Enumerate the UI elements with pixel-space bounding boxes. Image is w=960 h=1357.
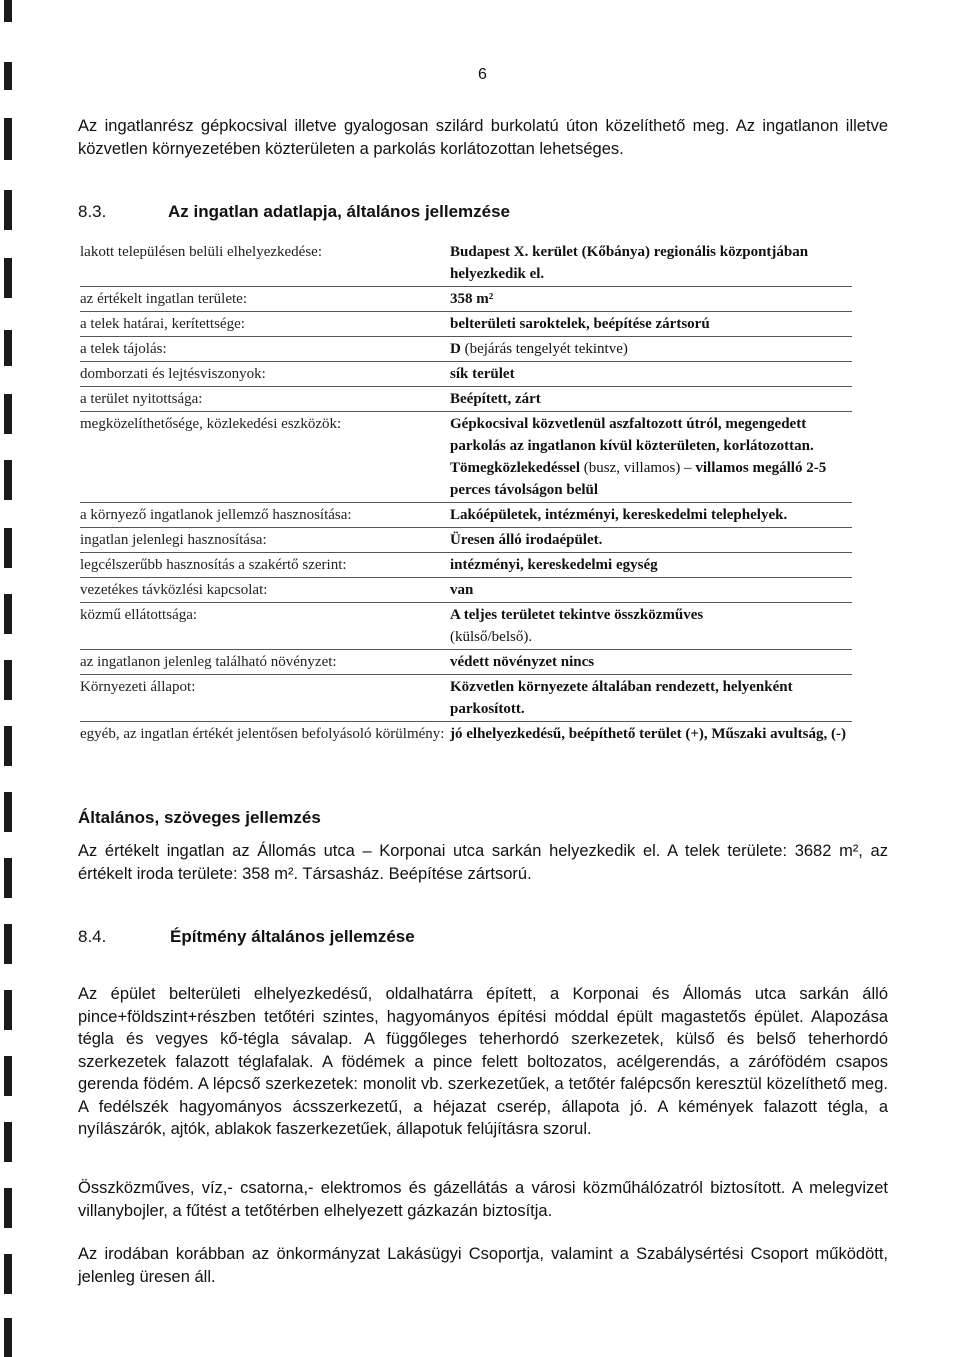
utilities-paragraph: Összközműves, víz,- csatorna,- elektromos és gázellátás a városi közműhálózatról biztosított. A melegvizet villanybojler, a fűtést a tetőtérben elhelyezett gázkazán biztosítja. — [78, 1179, 888, 1220]
row-label: a telek határai, kerítettsége: — [80, 312, 450, 337]
section-title: Építmény általános jellemzése — [170, 927, 415, 946]
page-number: 6 — [478, 66, 487, 83]
row-label: a terület nyitottsága: — [80, 387, 450, 412]
section-heading-8-4 — [78, 927, 415, 947]
table-row — [80, 337, 852, 362]
row-value — [450, 412, 852, 503]
section-number: 8.3. — [78, 202, 107, 221]
section-title: Az ingatlan adatlapja, általános jellemzése — [168, 202, 511, 221]
row-value: intézményi, kereskedelmi egység — [450, 553, 852, 578]
utilities-note: (külső/belső). — [450, 629, 533, 645]
row-label: közmű ellátottsága: — [80, 603, 450, 650]
orientation-letter: D — [450, 341, 461, 357]
transit-distance: villamos megálló 2-5 perces távolságon belül — [450, 460, 827, 498]
row-value: 358 m² — [450, 287, 852, 312]
section-number: 8.4. — [78, 927, 107, 946]
table-row — [80, 362, 852, 387]
table-row — [80, 578, 852, 603]
row-value: jó elhelyezkedésű, beépíthető terület (+), Műszaki avultság, (-) — [450, 726, 846, 742]
row-value: Budapest X. kerület (Kőbánya) regionális központjában helyezkedik el. — [450, 240, 852, 287]
row-label: Környezeti állapot: — [80, 675, 450, 722]
row-label: legcélszerűbb hasznosítás a szakértő szerint: — [80, 553, 450, 578]
row-value: Közvetlen környezete általában rendezett, helyenként parkosított. — [450, 675, 852, 722]
row-label: megközelíthetősége, közlekedési eszközök: — [80, 412, 450, 503]
table-row — [80, 553, 852, 578]
building-description-paragraph: Az épület belterületi elhelyezkedésű, oldalhatárra épített, a Korponai és Állomás utca sarkán álló pince+földszint+részben tetőtéri szintes, hagyományos építési móddal épült magastetős épület. Alapozása tégla és vegyes kő-tégla sávalap. A függőleges teherhordó szerkezetek, külső és belső teherhordó szerkezetek falazott téglafalak. A födémek a pince felett boltozatos, acélgerendás, a zárófödém csapos gerenda födém. A lépcső szerkezetek: monolit vb. szerkezetűek, a tetőtér falépcsőn keresztül közelíthető meg. A fedélszék hagyományos ácsszerkezetű, a héjazat cserép, állapota jó. A kémények falazott tégla, a nyílászárók, ajtók, ablakok faszerkezetűek, állapotuk felújításra szorul. — [78, 985, 888, 1138]
row-label: az értékelt ingatlan területe: — [80, 287, 450, 312]
intro-paragraph: Az ingatlanrész gépkocsival illetve gyalogosan szilárd burkolatú úton közelíthető meg. Az ingatlanon illetve közvetlen környezetében közterületen a parkolás korlátozottan lehetséges. — [78, 117, 888, 158]
row-value — [450, 337, 852, 362]
row-label: az ingatlanon jelenleg található növényzet: — [80, 650, 450, 675]
usage-paragraph: Az irodában korábban az önkormányzat Lakásügyi Csoportja, valamint a Szabálysértési Csoport működött, jelenleg üresen áll. — [78, 1245, 888, 1286]
row-label: a környező ingatlanok jellemző hasznosítása: — [80, 503, 450, 528]
binder-holes — [0, 0, 18, 1357]
row-label: lakott településen belüli elhelyezkedése: — [80, 240, 450, 287]
table-row — [80, 387, 852, 412]
general-description-title: Általános, szöveges jellemzés — [78, 808, 321, 827]
table-row — [80, 240, 852, 287]
row-value: védett növényzet nincs — [450, 650, 852, 675]
row-label: domborzati és lejtésviszonyok: — [80, 362, 450, 387]
row-label: egyéb, az ingatlan értékét jelentősen befolyásoló körülmény: — [80, 726, 445, 742]
row-value: belterületi saroktelek, beépítése zártsorú — [450, 312, 852, 337]
table-row — [80, 722, 852, 747]
row-label: a telek tájolás: — [80, 337, 450, 362]
row-value — [450, 603, 852, 650]
section-heading-8-3 — [78, 202, 510, 222]
table-row — [80, 503, 852, 528]
transit-modes: (busz, villamos) – — [579, 460, 696, 476]
row-value: sík terület — [450, 362, 852, 387]
row-label: ingatlan jelenlegi hasznosítása: — [80, 528, 450, 553]
access-car: Gépkocsival közvetlenül aszfaltozott útról, megengedett parkolás az ingatlanon kívül közterületen, korlátozottan. — [450, 416, 814, 454]
row-value: van — [450, 578, 852, 603]
table-row — [80, 528, 852, 553]
access-transit — [450, 457, 852, 501]
row-label: vezetékes távközlési kapcsolat: — [80, 578, 450, 603]
table-row — [80, 675, 852, 722]
row-value: Lakóépületek, intézményi, kereskedelmi telephelyek. — [450, 503, 852, 528]
orientation-note: (bejárás tengelyét tekintve) — [460, 341, 628, 357]
general-description-text: Az értékelt ingatlan az Állomás utca – Korponai utca sarkán helyezkedik el. A telek területe: 3682 m², az értékelt iroda területe: 358 m². Társasház. Beépítése zártsorú. — [78, 842, 888, 883]
row-value: Beépített, zárt — [450, 387, 852, 412]
table-row — [80, 287, 852, 312]
table-row — [80, 312, 852, 337]
row-value: Üresen álló irodaépület. — [450, 528, 852, 553]
table-row — [80, 603, 852, 650]
property-data-table — [80, 240, 852, 746]
utilities-value: A teljes területet tekintve összközműves — [450, 607, 704, 623]
table-row — [80, 650, 852, 675]
table-row — [80, 412, 852, 503]
transit-label: Tömegközlekedéssel — [450, 460, 580, 476]
